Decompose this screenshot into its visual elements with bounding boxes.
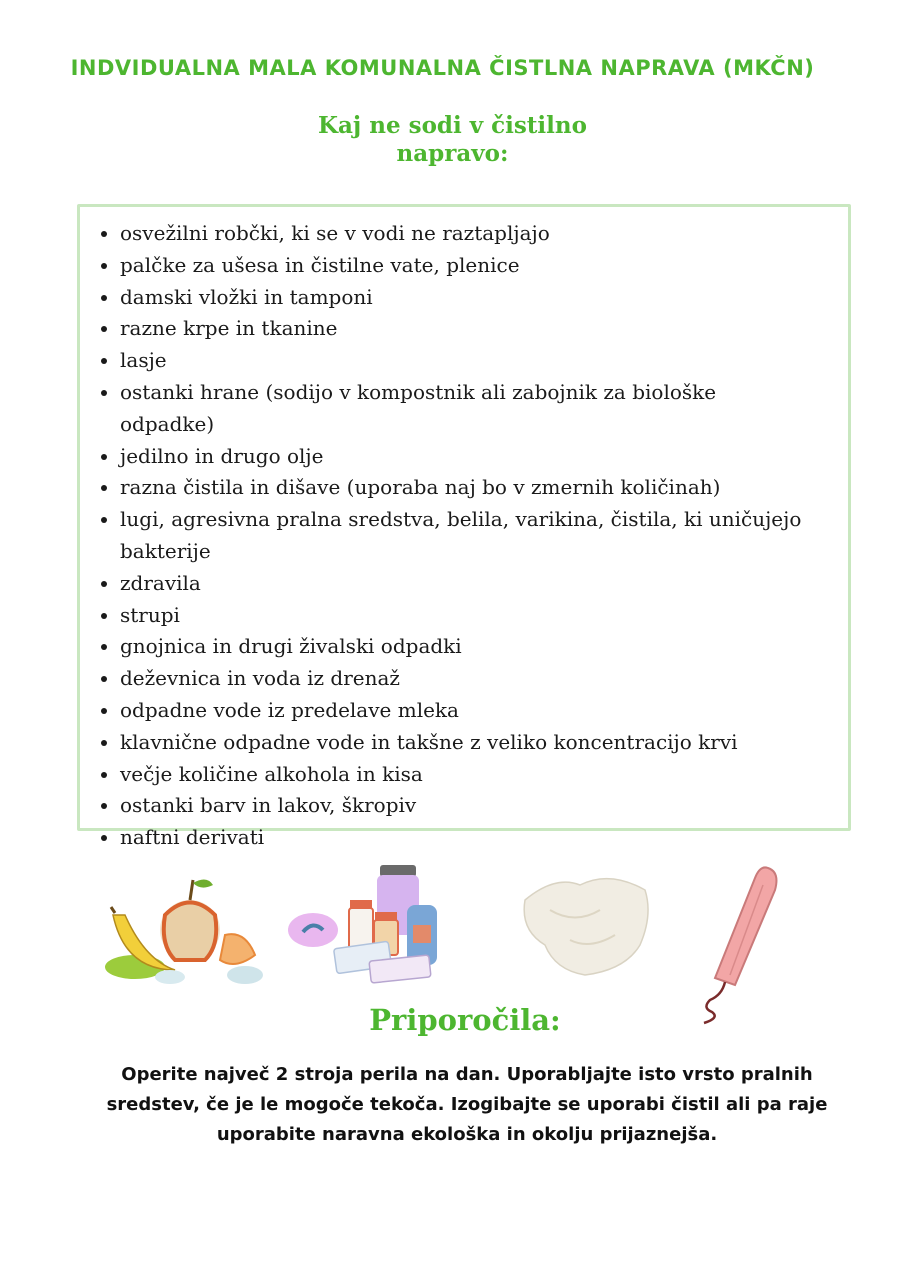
prohibited-items-box: [77, 204, 851, 850]
list-item: • večje količine alkohola in kisa: [120, 759, 810, 791]
list-item: • razne krpe in tkanine: [120, 313, 810, 345]
list-heading-line-1: Kaj ne sodi v čistilno: [318, 112, 587, 139]
document-title: INDVIDUALNA MALA KOMUNALNA ČISTLNA NAPRAVA (MKČN): [70, 56, 815, 80]
list-item: • naftni derivati: [120, 822, 810, 854]
list-item: • gnojnica in drugi živalski odpadki: [120, 631, 810, 663]
list-item: • razna čistila in dišave (uporaba naj bo v zmernih količinah): [120, 472, 810, 504]
prohibited-items-list: [80, 207, 848, 854]
list-item: • jedilno in drugo olje: [120, 441, 810, 473]
list-item: • ostanki barv in lakov, škropiv: [120, 790, 810, 822]
list-item: • damski vložki in tamponi: [120, 282, 810, 314]
list-heading-line-2: napravo:: [396, 140, 509, 167]
list-item: • palčke za ušesa in čistilne vate, plenice: [120, 250, 810, 282]
list-item: • deževnica in voda iz drenaž: [120, 663, 810, 695]
list-heading: [0, 112, 905, 168]
recommendations-text: Operite največ 2 stroja perila na dan. Uporabljajte isto vrsto pralnih sredstev, če je le mogoče tekoča. Izogibajte se uporabi čistil ali pa raje uporabite naravna ekološka in okolju prijaznejša.: [106, 1064, 828, 1145]
recommendations-title: Priporočila:: [369, 1003, 561, 1037]
list-item: • klavnične odpadne vode in takšne z veliko koncentracijo krvi: [120, 727, 810, 759]
list-item: • zdravila: [120, 568, 810, 600]
medicine-icon: [285, 860, 450, 990]
list-item: • strupi: [120, 600, 810, 632]
list-item: • lugi, agresivna pralna sredstva, belila, varikina, čistila, ki uničujejo bakterije: [120, 504, 810, 568]
cloth-icon: [515, 870, 655, 980]
food-waste-icon: [95, 875, 270, 990]
list-item: • ostanki hrane (sodijo v kompostnik ali zabojnik za biološke odpadke): [120, 377, 810, 441]
list-item: • odpadne vode iz predelave mleka: [120, 695, 810, 727]
list-item: • osvežilni robčki, ki se v vodi ne raztapljajo: [120, 218, 810, 250]
list-item: • lasje: [120, 345, 810, 377]
